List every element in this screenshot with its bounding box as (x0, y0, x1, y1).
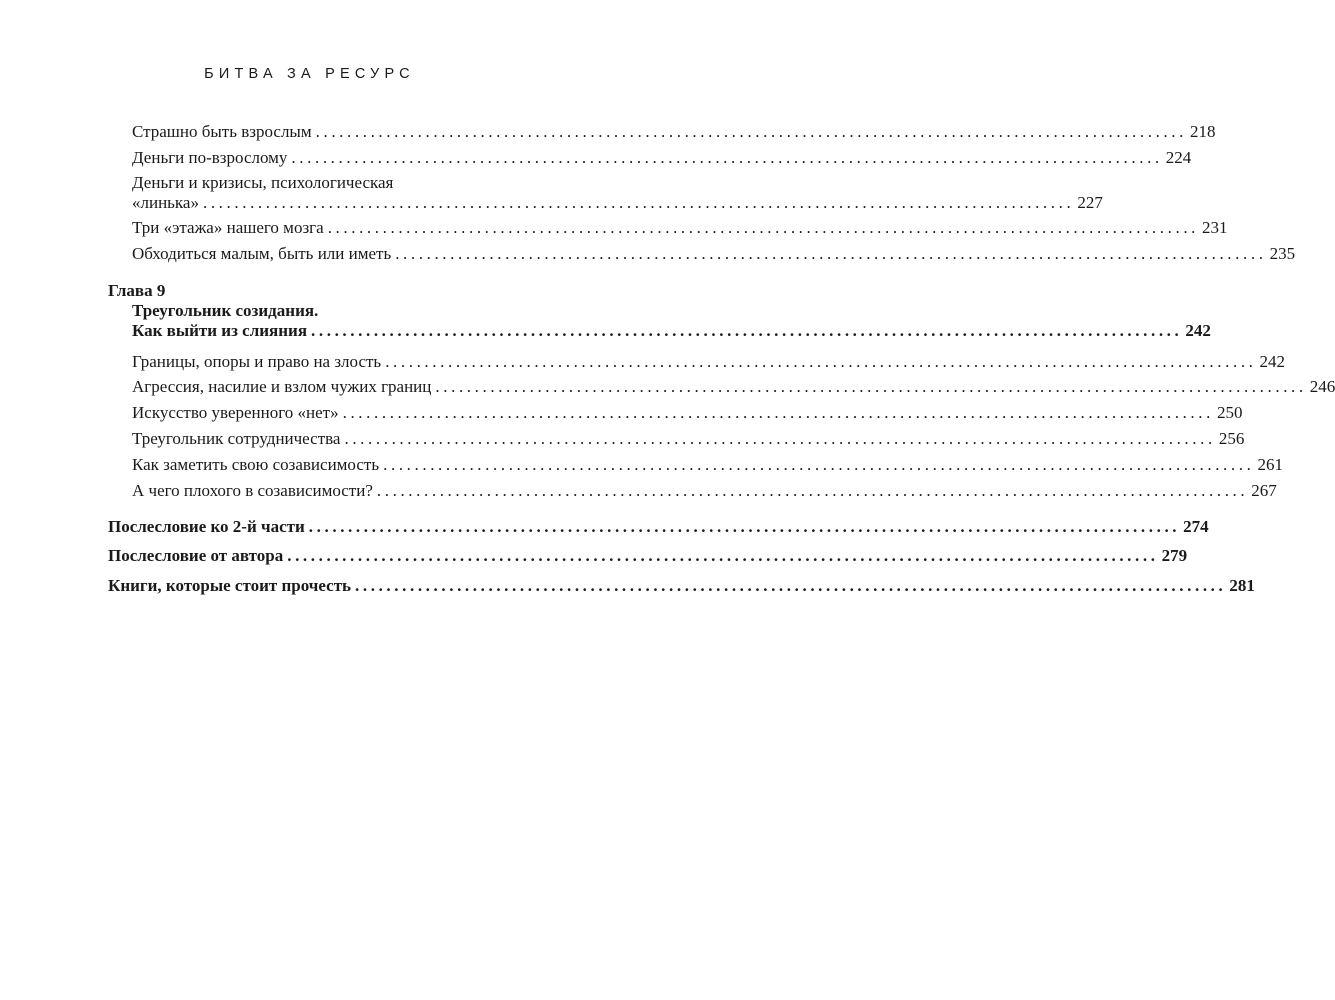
toc-leader-dots: ............................................................................................................... (291, 148, 1163, 167)
toc-entry-page: 231 (1202, 218, 1228, 237)
toc-leader-dots: ............................................................................................................... (315, 122, 1187, 141)
toc-entry[interactable] (132, 148, 1192, 168)
toc-entry-title: Обходиться малым, быть или иметь (132, 244, 392, 263)
chapter-entry[interactable] (132, 321, 1211, 341)
toc-entry-page: 218 (1189, 122, 1216, 141)
toc-main-entry[interactable] (108, 517, 1209, 537)
toc-entry-title: Три «этажа» нашего мозга (132, 218, 324, 237)
toc-main-entry[interactable] (108, 546, 1188, 566)
toc-entry[interactable] (132, 403, 1243, 423)
toc-entry[interactable] (132, 352, 1286, 372)
toc-entry-title: Как заметить свою созависимость (132, 455, 380, 474)
toc-entry-page: 281 (1229, 576, 1255, 595)
toc-entry-page: 242 (1259, 352, 1286, 371)
toc-entry-title: Треугольник сотрудничества (132, 429, 341, 448)
toc-entry-title: Книги, которые стоит прочесть (108, 576, 352, 595)
toc-entry[interactable] (132, 218, 1228, 238)
toc-entry-title: Искусство уверенного «нет» (132, 403, 339, 422)
toc-leader-dots: ............................................................................................................... (435, 377, 1307, 396)
toc-entry-title: Границы, опоры и право на злость (132, 352, 382, 371)
toc-entry[interactable] (132, 455, 1283, 475)
toc-leader-dots: ............................................................................................................... (344, 429, 1216, 448)
toc-entry[interactable] (132, 122, 1216, 142)
toc-entry-page: 246 (1309, 377, 1335, 396)
toc-entry-title-line[interactable]: Деньги и кризисы, психологическая (132, 173, 394, 192)
chapter-label: Глава 9 (108, 281, 166, 300)
toc-entry[interactable] (132, 244, 1296, 264)
toc-leader-dots: ............................................................................................................... (376, 481, 1249, 500)
toc-entry-page: 274 (1183, 517, 1209, 536)
toc-leader-dots: ............................................................................................................... (202, 193, 1075, 212)
toc-leader-dots: ............................................................................................................... (395, 244, 1267, 263)
toc-entry-page: 256 (1218, 429, 1245, 448)
toc-leader-dots: ............................................................................................................... (311, 321, 1183, 340)
toc-entry-title: Послесловие ко 2-й части (108, 517, 305, 536)
toc-entry-title: «линька» (132, 193, 199, 212)
chapter-title-line[interactable]: Треугольник созидания. (132, 301, 319, 320)
toc-entry[interactable] (132, 429, 1245, 449)
toc-entry-page: 261 (1257, 455, 1283, 474)
toc-entry-page: 267 (1251, 481, 1277, 500)
toc-main-entry[interactable] (108, 576, 1255, 596)
toc-entry-page: 250 (1216, 403, 1243, 422)
toc-entry-title: Послесловие от автора (108, 546, 284, 565)
toc-leader-dots: ............................................................................................................... (287, 546, 1159, 565)
chapter-page: 242 (1185, 321, 1211, 340)
toc-entry[interactable] (132, 193, 1103, 213)
toc-entry-title: Деньги по-взрослому (132, 148, 288, 167)
toc-leader-dots: ............................................................................................................... (385, 352, 1257, 371)
running-head: БИТВА ЗА РЕСУРС (204, 66, 415, 82)
toc-entry-page: 235 (1269, 244, 1296, 263)
toc-leader-dots: ............................................................................................................... (342, 403, 1214, 422)
toc-entry-page: 224 (1165, 148, 1192, 167)
toc-entry[interactable] (132, 377, 1335, 397)
toc-leader-dots: ............................................................................................................... (327, 218, 1200, 237)
toc-leader-dots: ............................................................................................................... (355, 576, 1227, 595)
toc-entry[interactable] (132, 481, 1277, 501)
chapter-title: Как выйти из слияния (132, 321, 308, 340)
toc-entry-page: 227 (1077, 193, 1103, 212)
toc-entry-title: Агрессия, насилие и взлом чужих границ (132, 377, 432, 396)
toc-leader-dots: ............................................................................................................... (383, 455, 1255, 474)
toc-leader-dots: ............................................................................................................... (308, 517, 1181, 536)
toc-entry-page: 279 (1161, 546, 1188, 565)
toc-entry-title: А чего плохого в созависимости? (132, 481, 373, 500)
toc-entry-title: Страшно быть взрослым (132, 122, 312, 141)
